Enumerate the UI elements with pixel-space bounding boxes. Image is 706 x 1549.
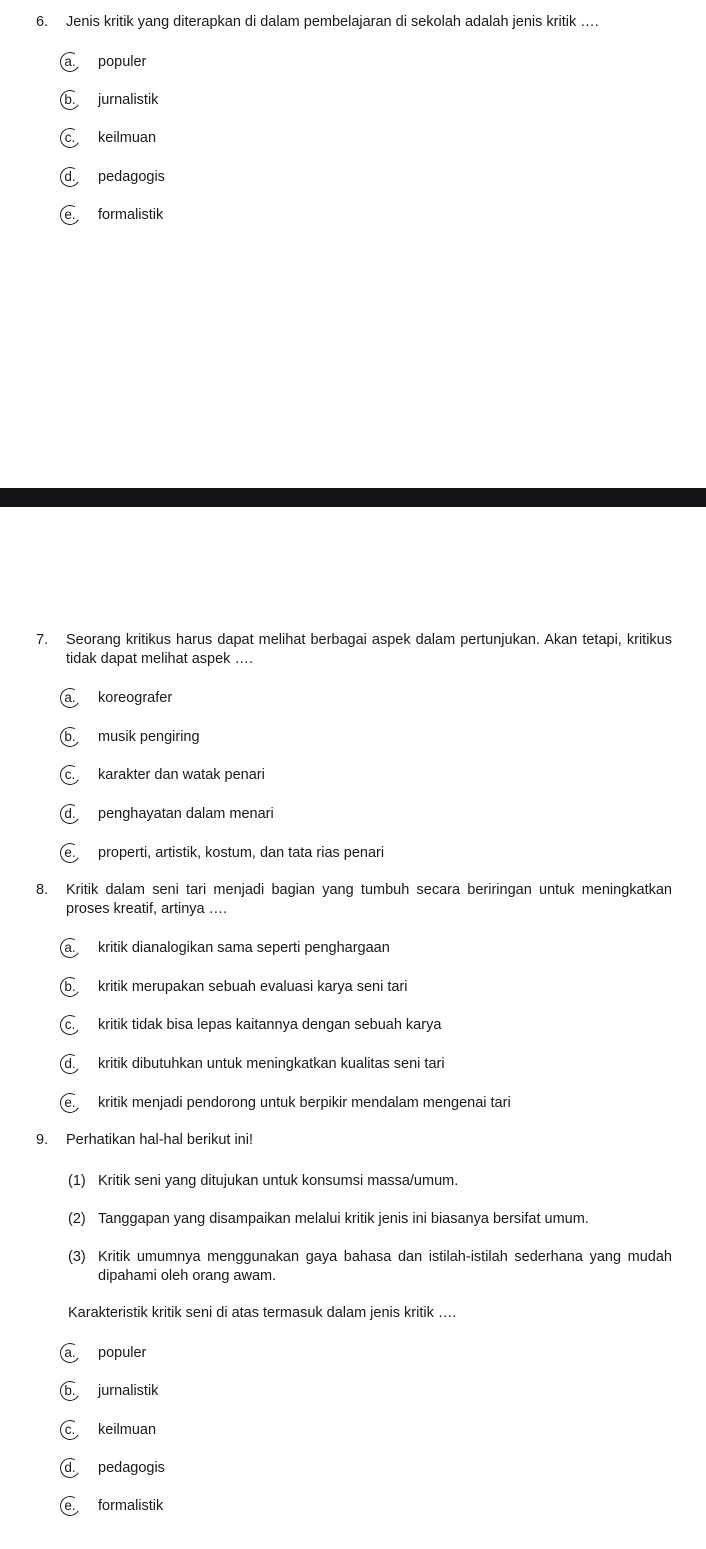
option-6d[interactable] [60, 167, 165, 187]
option-letter-badge: e . [60, 1496, 90, 1516]
question-number: 8. [36, 882, 49, 898]
option-9c[interactable] [60, 1420, 156, 1440]
option-letter-badge: b . [60, 90, 90, 110]
option-text: kritik merupakan sebuah evaluasi karya seni tari [98, 979, 408, 995]
option-letter-badge: a . [60, 938, 90, 958]
option-7a[interactable] [60, 688, 172, 708]
option-9a[interactable] [60, 1343, 146, 1363]
option-text: keilmuan [98, 1422, 157, 1438]
option-letter-badge: d . [60, 167, 90, 187]
question-text: Jenis kritik yang diterapkan di dalam pembelajaran di sekolah adalah jenis kritik …. [66, 14, 599, 30]
option-text: properti, artistik, kostum, dan tata rias penari [98, 845, 385, 861]
question-text: Kritik dalam seni tari menjadi bagian yang tumbuh secara beriringan untuk meningkatkan proses kreatif, artinya …. [66, 882, 672, 917]
option-letter-badge: a . [60, 52, 90, 72]
page-divider [0, 488, 706, 507]
option-text: koreografer [98, 690, 173, 706]
option-letter-badge: c . [60, 1015, 90, 1035]
option-9e[interactable] [60, 1496, 163, 1516]
option-7d[interactable] [60, 804, 274, 824]
option-6a[interactable] [60, 52, 146, 72]
option-text: populer [98, 54, 147, 70]
question-text: Perhatikan hal-hal berikut ini! [66, 1132, 253, 1148]
option-letter-badge: d . [60, 1458, 90, 1478]
option-text: musik pengiring [98, 729, 200, 745]
option-letter-badge: d . [60, 804, 90, 824]
question-prompt: Karakteristik kritik seni di atas termasuk dalam jenis kritik …. [68, 1305, 457, 1321]
statement-text: Tanggapan yang disampaikan melalui kritik jenis ini biasanya bersifat umum. [98, 1211, 589, 1227]
option-text: formalistik [98, 1498, 164, 1514]
option-6c[interactable] [60, 128, 156, 148]
option-8d[interactable] [60, 1054, 445, 1074]
statement-number: (3) [68, 1249, 86, 1265]
option-text: jurnalistik [98, 92, 159, 108]
option-7e[interactable] [60, 843, 384, 863]
option-text: karakter dan watak penari [98, 767, 265, 783]
statement-text: Kritik seni yang ditujukan untuk konsumsi massa/umum. [98, 1173, 459, 1189]
option-8e[interactable] [60, 1093, 511, 1113]
option-text: formalistik [98, 207, 164, 223]
option-text: kritik tidak bisa lepas kaitannya dengan sebuah karya [98, 1017, 442, 1033]
option-text: kritik menjadi pendorong untuk berpikir mendalam mengenai tari [98, 1095, 511, 1111]
option-letter-badge: a . [60, 688, 90, 708]
option-text: keilmuan [98, 130, 157, 146]
option-text: populer [98, 1345, 147, 1361]
statement-number: (2) [68, 1211, 86, 1227]
option-9b[interactable] [60, 1381, 158, 1401]
option-letter-badge: b . [60, 727, 90, 747]
option-text: kritik dianalogikan sama seperti penghargaan [98, 940, 390, 956]
option-letter-badge: c . [60, 128, 90, 148]
option-letter-badge: b . [60, 1381, 90, 1401]
option-letter-badge: c . [60, 1420, 90, 1440]
option-text: pedagogis [98, 169, 165, 185]
option-letter-badge: b . [60, 977, 90, 997]
option-letter-badge: e . [60, 205, 90, 225]
option-text: jurnalistik [98, 1383, 159, 1399]
option-8c[interactable] [60, 1015, 441, 1035]
statement-text: Kritik umumnya menggunakan gaya bahasa dan istilah-istilah sederhana yang mudah dipahami oleh orang awam. [98, 1249, 672, 1284]
option-9d[interactable] [60, 1458, 165, 1478]
option-7b[interactable] [60, 727, 200, 747]
option-7c[interactable] [60, 765, 265, 785]
question-text: Seorang kritikus harus dapat melihat berbagai aspek dalam pertunjukan. Akan tetapi, kritikus tidak dapat melihat aspek …. [66, 632, 672, 667]
option-text: kritik dibutuhkan untuk meningkatkan kualitas seni tari [98, 1056, 445, 1072]
question-number: 6. [36, 14, 49, 30]
option-letter-badge: a . [60, 1343, 90, 1363]
option-8b[interactable] [60, 977, 407, 997]
question-number: 7. [36, 632, 49, 648]
option-letter-badge: c . [60, 765, 90, 785]
option-6e[interactable] [60, 205, 163, 225]
option-letter-badge: d . [60, 1054, 90, 1074]
option-6b[interactable] [60, 90, 158, 110]
option-8a[interactable] [60, 938, 390, 958]
option-letter-badge: e . [60, 843, 90, 863]
statement-number: (1) [68, 1173, 86, 1189]
option-text: pedagogis [98, 1460, 165, 1476]
question-number: 9. [36, 1132, 49, 1148]
option-text: penghayatan dalam menari [98, 806, 274, 822]
option-letter-badge: e . [60, 1093, 90, 1113]
